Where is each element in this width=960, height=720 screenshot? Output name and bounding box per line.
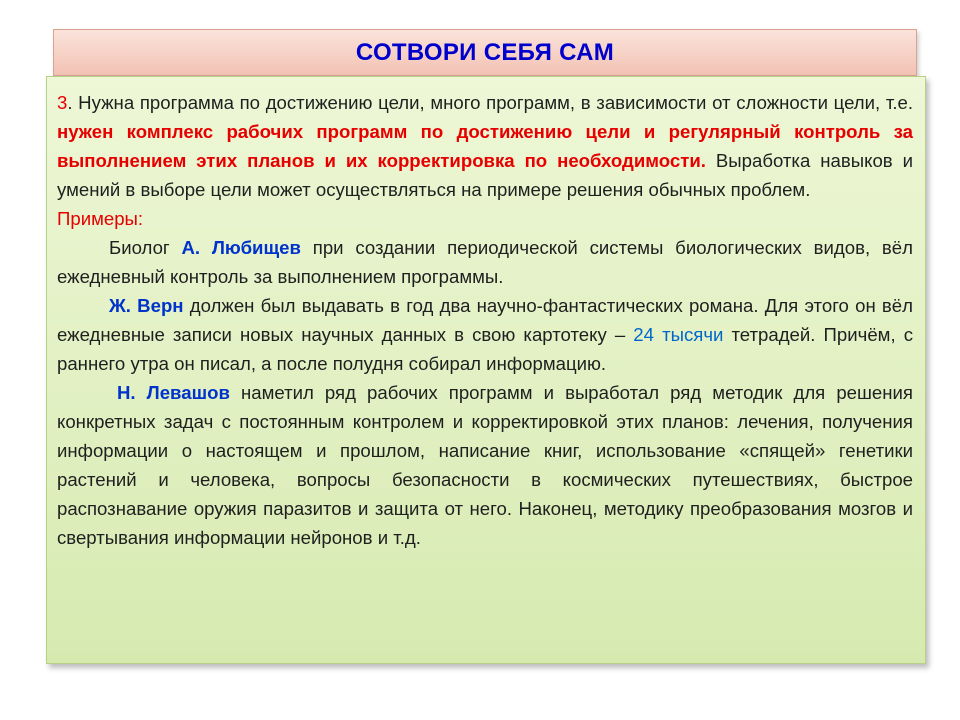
notebook-count: 24 тысячи [633,324,724,345]
paragraph-goal-programs [57,88,913,204]
person-name: Н. Левашов [117,382,230,403]
highlight-text: нужен комплекс рабочих программ по достижению цели и регулярный контроль за выполнением этих планов и их корректировка по необходимости. [57,121,913,171]
slide-title: СОТВОРИ СЕБЯ САМ [355,38,615,66]
paragraph-lyubishchev [57,233,913,291]
content-panel [46,76,926,664]
paragraph-text: Выработка навыков и умений в выборе цели может осуществляться на примере решения обычных проблем. [57,150,913,200]
person-name: Ж. Верн [109,295,184,316]
title-banner [53,29,917,76]
paragraph-text: наметил ряд рабочих программ и выработал ряд методик для решения конкретных задач с постоянным контролем и корректировкой этих планов: лечения, получения информации о настоящем и прошлом, написание книг, использование «спящей» генетики растений и человека, вопросы безопасности в космических путешествиях, быстрое распознавание оружия паразитов и защита от него. Наконец, методику преобразования мозгов и свертывания информации нейронов и т.д. [57,382,913,548]
person-name: А. Любищев [181,237,301,258]
paragraph-verne [57,291,913,378]
examples-label: Примеры: [57,208,144,229]
paragraph-levashov [57,378,913,552]
paragraph-text: . Нужна программа по достижению цели, много программ, в зависимости от сложности цели, т.е. [67,92,913,113]
item-number: 3 [57,92,68,113]
paragraph-text: должен был выдавать в год два научно-фантастических романа. Для этого он вёл ежедневные записи новых научных данных в свою картотеку – [57,295,913,345]
paragraph-text: тетрадей. Причём, с раннего утра он писал, а после полудня собирал информацию. [57,324,913,374]
paragraph-prefix: Биолог [109,237,182,258]
paragraph-text: при создании периодической системы биологических видов, вёл ежедневный контроль за выполнением программы. [57,237,913,287]
